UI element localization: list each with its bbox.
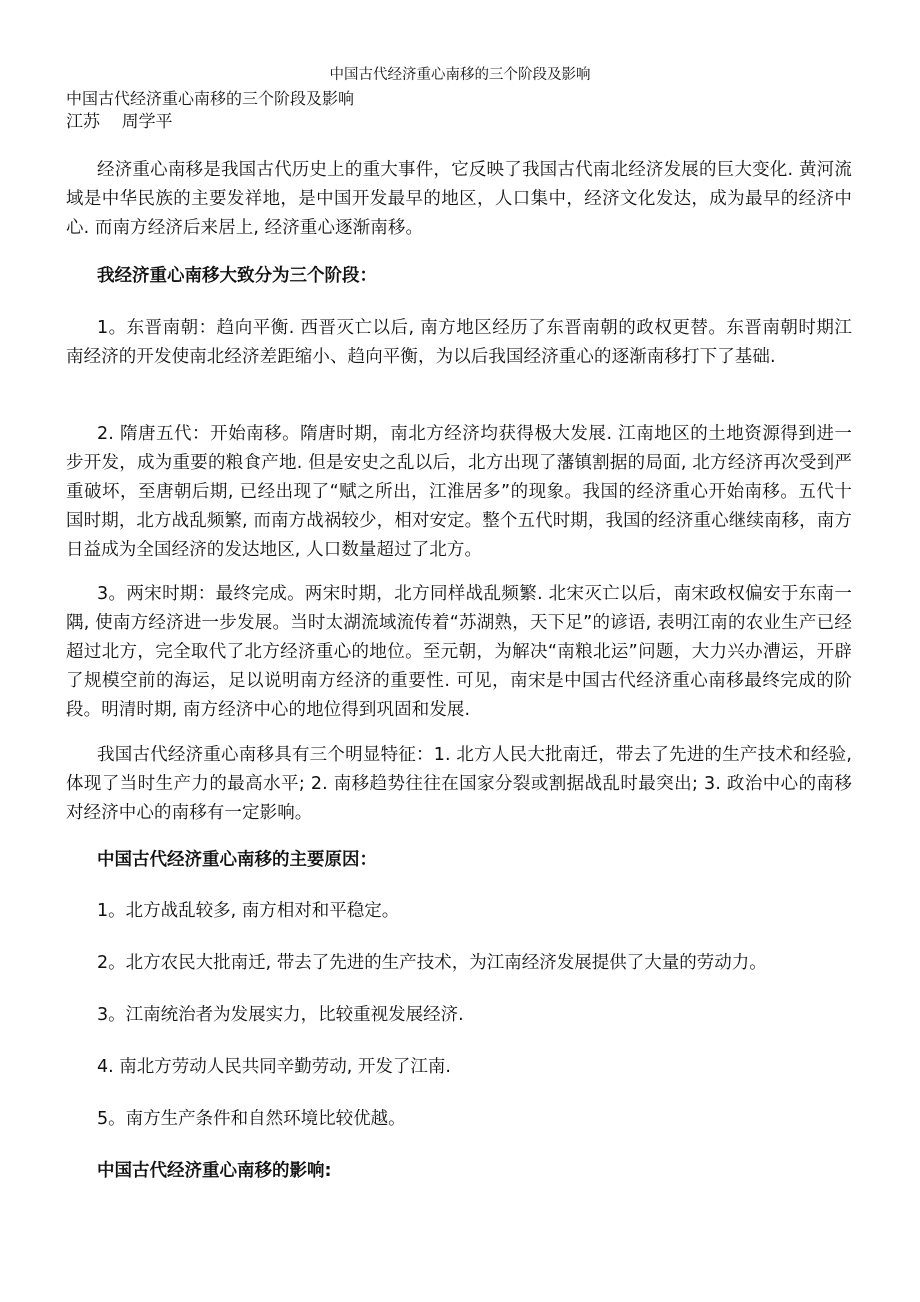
stages-heading: 我经济重心南移大致分为三个阶段： [97, 266, 377, 286]
effects-heading: 中国古代经济重心南移的影响: [97, 1161, 332, 1181]
intro-paragraph: 经济重心南移是我国古代历史上的重大事件，它反映了我国古代南北经济发展的巨大变化. 黄河流域是中华民族的主要发祥地，是中国开发最早的地区，人口集中，经济文化发达，成为最早的经济中心. 而南方经济后来居上, 经济重心逐渐南移。 [66, 160, 852, 238]
stage-2-paragraph: 2. 隋唐五代：开始南移。隋唐时期，南北方经济均获得极大发展. 江南地区的土地资源得到进一步开发，成为重要的粮食产地. 但是安史之乱以后，北方出现了藩镇割据的局面, 北方经济再次受到严重破坏，至唐朝后期, 已经出现了“赋之所出，江淮居多”的现象。我国的经济重心开始南移。五代十国时期，北方战乱频繁, 而南方战祸较少，相对安定。整个五代时期，我国的经济重心继续南移，南方日益成为全国经济的发达地区, 人口数量超过了北方。 [66, 424, 852, 560]
stage-1-paragraph: 1。东晋南朝：趋向平衡. 西晋灭亡以后, 南方地区经历了东晋南朝的政权更替。东晋南朝时期江南经济的开发使南北经济差距缩小、趋向平衡，为以后我国经济重心的逐渐南移打下了基础. [66, 318, 852, 367]
cause-item: 4. 南北方劳动人民共同辛勤劳动, 开发了江南. [97, 1057, 451, 1077]
cause-item: 3。江南统治者为发展实力，比较重视发展经济. [97, 1005, 464, 1025]
causes-heading: 中国古代经济重心南移的主要原因： [97, 850, 377, 870]
author-line: 江苏 周学平 [66, 112, 173, 132]
cause-item: 5。南方生产条件和自然环境比较优越。 [97, 1109, 406, 1129]
cause-item: 1。北方战乱较多, 南方相对和平稳定。 [97, 901, 400, 921]
features-paragraph: 我国古代经济重心南移具有三个明显特征：1. 北方人民大批南迁，带去了先进的生产技术和经验, 体现了当时生产力的最高水平; 2. 南移趋势往往在国家分裂或割据战乱时最突出; 3. 政治中心的南移对经济中心的南移有一定影响。 [66, 745, 852, 823]
running-header: 中国古代经济重心南移的三个阶段及影响 [329, 67, 591, 83]
cause-item: 2。北方农民大批南迁, 带去了先进的生产技术，为江南经济发展提供了大量的劳动力。 [97, 953, 767, 973]
stage-3-paragraph: 3。两宋时期：最终完成。两宋时期，北方同样战乱频繁. 北宋灭亡以后，南宋政权偏安于东南一隅, 使南方经济进一步发展。当时太湖流域流传着“苏湖熟，天下足”的谚语, 表明江南的农业生产已经超过北方，完全取代了北方经济重心的地位。至元朝，为解决“南粮北运”问题，大力兴办漕运，开辟了规模空前的海运，足以说明南方经济的重要性. 可见，南宋是中国古代经济重心南移最终完成的阶段。明清时期, 南方经济中心的地位得到巩固和发展. [66, 584, 852, 720]
document-title: 中国古代经济重心南移的三个阶段及影响 [66, 89, 355, 108]
